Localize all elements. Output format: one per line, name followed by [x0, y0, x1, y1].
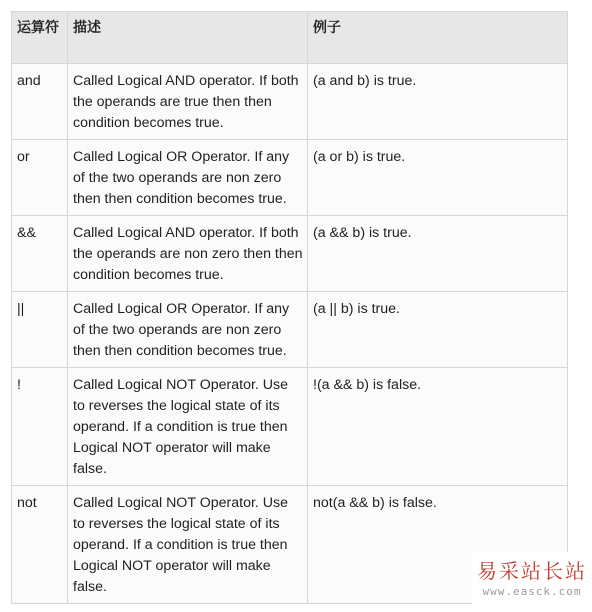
description-cell: Called Logical AND operator. If both the operands are true then then condition becomes true.: [68, 64, 308, 140]
example-cell: (a or b) is true.: [308, 140, 568, 216]
example-cell: !(a && b) is false.: [308, 368, 568, 486]
example-cell: (a || b) is true.: [308, 292, 568, 368]
example-cell: (a and b) is true.: [308, 64, 568, 140]
operators-table: [11, 11, 568, 604]
operator-cell: ||: [12, 292, 68, 368]
table-row: [12, 292, 568, 368]
example-cell: (a && b) is true.: [308, 216, 568, 292]
operator-cell: not: [12, 486, 68, 604]
table-row: [12, 64, 568, 140]
header-operator: 运算符: [12, 12, 68, 64]
watermark-url: www.easck.com: [482, 585, 582, 598]
operator-cell: or: [12, 140, 68, 216]
table-row: [12, 216, 568, 292]
description-cell: Called Logical OR Operator. If any of the two operands are non zero then then condition becomes true.: [68, 140, 308, 216]
operator-cell: &&: [12, 216, 68, 292]
description-cell: Called Logical NOT Operator. Use to reverses the logical state of its operand. If a condition is true then Logical NOT operator will make false.: [68, 486, 308, 604]
table-row: [12, 140, 568, 216]
operator-cell: and: [12, 64, 68, 140]
site-watermark: [472, 552, 592, 612]
watermark-title: 易采站长站: [477, 559, 587, 583]
header-example: 例子: [308, 12, 568, 64]
header-description: 描述: [68, 12, 308, 64]
description-cell: Called Logical AND operator. If both the operands are non zero then then condition becomes true.: [68, 216, 308, 292]
table-row: [12, 368, 568, 486]
example-cell: not(a && b) is false.: [308, 486, 568, 604]
description-cell: Called Logical OR Operator. If any of the two operands are non zero then then condition becomes true.: [68, 292, 308, 368]
operator-cell: !: [12, 368, 68, 486]
description-cell: Called Logical NOT Operator. Use to reverses the logical state of its operand. If a condition is true then Logical NOT operator will make false.: [68, 368, 308, 486]
table-header-row: [12, 12, 568, 64]
